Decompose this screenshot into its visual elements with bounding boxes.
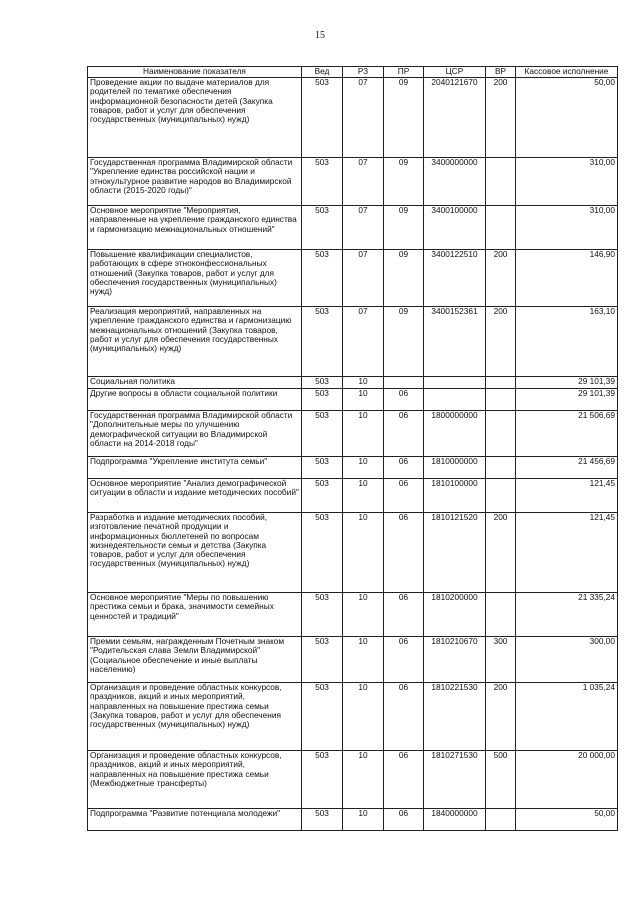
row-csr: 1810000000 xyxy=(424,457,486,479)
header-pr: ПР xyxy=(384,67,424,78)
row-name: Подпрограмма "Развитие потенциала молодежи" xyxy=(88,809,302,831)
header-ved: Вед xyxy=(302,67,343,78)
row-rz: 10 xyxy=(343,683,384,751)
table-row xyxy=(88,683,618,751)
row-rz: 10 xyxy=(343,377,384,389)
row-name: Социальная политика xyxy=(88,377,302,389)
row-ved: 503 xyxy=(302,479,343,513)
row-name: Разработка и издание методических пособий, изготовление печатной продукции и информационных бюллетеней по вопросам жизнедеятельности семьи и детства (Закупка товаров, работ и услуг для обеспечения государственных (муниципальных) нужд) xyxy=(88,513,302,593)
row-csr: 1810121520 xyxy=(424,513,486,593)
row-name: Государственная программа Владимирской области "Дополнительные меры по улучшению демографической ситуации во Владимирской области на 2014-2018 годы" xyxy=(88,411,302,457)
row-name: Повышение квалификации специалистов, работающих в сфере этноконфессиональных отношений (Закупка товаров, работ и услуг для обеспечения государственных (муниципальных) нужд) xyxy=(88,250,302,307)
row-amount: 21 456,69 xyxy=(516,457,618,479)
row-csr: 3400152361 xyxy=(424,307,486,377)
row-ved: 503 xyxy=(302,513,343,593)
row-amount: 163,10 xyxy=(516,307,618,377)
row-name: Проведение акции по выдаче материалов для родителей по тематике обеспечения информационной безопасности детей (Закупка товаров, работ и услуг для обеспечения государственных (муниципальных) нужд) xyxy=(88,78,302,158)
row-ved: 503 xyxy=(302,411,343,457)
row-vr: 500 xyxy=(486,751,516,809)
row-vr xyxy=(486,593,516,637)
table-row xyxy=(88,479,618,513)
row-vr: 200 xyxy=(486,683,516,751)
row-amount: 310,00 xyxy=(516,158,618,206)
row-ved: 503 xyxy=(302,593,343,637)
table-row xyxy=(88,250,618,307)
table-row xyxy=(88,206,618,250)
row-vr xyxy=(486,809,516,831)
row-name: Основное мероприятие "Меры по повышению престижа семьи и брака, значимости семейных ценностей и традиций" xyxy=(88,593,302,637)
row-pr: 06 xyxy=(384,751,424,809)
row-csr xyxy=(424,389,486,411)
row-csr: 2040121670 xyxy=(424,78,486,158)
row-vr xyxy=(486,389,516,411)
header-rz: РЗ xyxy=(343,67,384,78)
table-row xyxy=(88,389,618,411)
row-pr: 09 xyxy=(384,307,424,377)
row-vr xyxy=(486,457,516,479)
row-csr: 1810210670 xyxy=(424,637,486,683)
row-csr: 1810100000 xyxy=(424,479,486,513)
row-pr: 09 xyxy=(384,250,424,307)
row-pr: 06 xyxy=(384,637,424,683)
row-csr: 1810271530 xyxy=(424,751,486,809)
row-name: Подпрограмма "Укрепление института семьи" xyxy=(88,457,302,479)
row-csr: 1840000000 xyxy=(424,809,486,831)
row-csr: 3400000000 xyxy=(424,158,486,206)
row-rz: 10 xyxy=(343,389,384,411)
row-name: Государственная программа Владимирской области "Укрепление единства российской нации и этнокультурное развитие народов во Владимирской области (2015-2020 годы)" xyxy=(88,158,302,206)
row-csr: 1800000000 xyxy=(424,411,486,457)
row-pr: 06 xyxy=(384,479,424,513)
row-ved: 503 xyxy=(302,250,343,307)
row-ved: 503 xyxy=(302,307,343,377)
row-vr xyxy=(486,158,516,206)
row-ved: 503 xyxy=(302,637,343,683)
row-rz: 10 xyxy=(343,593,384,637)
row-amount: 1 035,24 xyxy=(516,683,618,751)
table-header-row xyxy=(88,67,618,78)
row-rz: 10 xyxy=(343,809,384,831)
row-vr: 200 xyxy=(486,250,516,307)
row-ved: 503 xyxy=(302,78,343,158)
header-amount: Кассовое исполнение xyxy=(516,67,618,78)
row-rz: 10 xyxy=(343,411,384,457)
row-vr xyxy=(486,479,516,513)
row-name: Организация и проведение областных конкурсов, праздников, акций и иных мероприятий, направленных на повышение престижа семьи (Закупка товаров, работ и услуг для обеспечения государственных (муниципальных) нужд) xyxy=(88,683,302,751)
row-rz: 07 xyxy=(343,78,384,158)
row-name: Премии семьям, награжденным Почетным знаком "Родительская слава Земли Владимирской" (Социальное обеспечение и иные выплаты населению) xyxy=(88,637,302,683)
row-name: Реализация мероприятий, направленных на укрепление гражданского единства и гармонизацию межнациональных отношений (Закупка товаров, работ и услуг для обеспечения государственных (муниципальных) нужд) xyxy=(88,307,302,377)
budget-execution-table xyxy=(87,66,618,831)
row-csr: 3400100000 xyxy=(424,206,486,250)
row-amount: 20 000,00 xyxy=(516,751,618,809)
row-csr: 3400122510 xyxy=(424,250,486,307)
page-number: 15 xyxy=(315,30,325,41)
row-amount: 310,00 xyxy=(516,206,618,250)
row-ved: 503 xyxy=(302,457,343,479)
table-row xyxy=(88,637,618,683)
row-pr: 06 xyxy=(384,457,424,479)
row-rz: 07 xyxy=(343,250,384,307)
row-vr: 200 xyxy=(486,78,516,158)
row-ved: 503 xyxy=(302,809,343,831)
row-csr: 1810200000 xyxy=(424,593,486,637)
row-ved: 503 xyxy=(302,377,343,389)
row-ved: 503 xyxy=(302,158,343,206)
row-rz: 07 xyxy=(343,158,384,206)
header-name: Наименование показателя xyxy=(88,67,302,78)
row-vr: 200 xyxy=(486,513,516,593)
row-vr xyxy=(486,411,516,457)
row-amount: 50,00 xyxy=(516,78,618,158)
row-rz: 07 xyxy=(343,307,384,377)
row-csr xyxy=(424,377,486,389)
table-row xyxy=(88,809,618,831)
row-csr: 1810221530 xyxy=(424,683,486,751)
table-row xyxy=(88,751,618,809)
row-amount: 121,45 xyxy=(516,513,618,593)
row-amount: 50,00 xyxy=(516,809,618,831)
table-row xyxy=(88,593,618,637)
table-row xyxy=(88,78,618,158)
header-vr: ВР xyxy=(486,67,516,78)
row-rz: 10 xyxy=(343,637,384,683)
row-name: Основное мероприятие "Мероприятия, направленные на укрепление гражданского единства и гармонизацию межнациональных отношений" xyxy=(88,206,302,250)
row-pr: 06 xyxy=(384,683,424,751)
table-row xyxy=(88,158,618,206)
row-amount: 29 101,39 xyxy=(516,389,618,411)
row-pr: 09 xyxy=(384,78,424,158)
row-rz: 07 xyxy=(343,206,384,250)
row-ved: 503 xyxy=(302,389,343,411)
row-amount: 121,45 xyxy=(516,479,618,513)
table-row xyxy=(88,411,618,457)
header-csr: ЦСР xyxy=(424,67,486,78)
row-pr: 06 xyxy=(384,513,424,593)
row-pr: 06 xyxy=(384,389,424,411)
row-vr xyxy=(486,206,516,250)
row-ved: 503 xyxy=(302,206,343,250)
row-name: Организация и проведение областных конкурсов, праздников, акций и иных мероприятий, направленных на повышение престижа семьи (Межбюджетные трансферты) xyxy=(88,751,302,809)
row-pr xyxy=(384,377,424,389)
row-ved: 503 xyxy=(302,751,343,809)
row-pr: 06 xyxy=(384,593,424,637)
table-row xyxy=(88,377,618,389)
row-pr: 09 xyxy=(384,158,424,206)
row-rz: 10 xyxy=(343,479,384,513)
row-rz: 10 xyxy=(343,457,384,479)
row-amount: 21 335,24 xyxy=(516,593,618,637)
row-amount: 300,00 xyxy=(516,637,618,683)
row-vr: 300 xyxy=(486,637,516,683)
row-ved: 503 xyxy=(302,683,343,751)
row-rz: 10 xyxy=(343,751,384,809)
row-vr xyxy=(486,377,516,389)
row-amount: 146,90 xyxy=(516,250,618,307)
table-row xyxy=(88,513,618,593)
row-rz: 10 xyxy=(343,513,384,593)
table-row xyxy=(88,307,618,377)
row-amount: 21 506,69 xyxy=(516,411,618,457)
row-pr: 09 xyxy=(384,206,424,250)
row-name: Основное мероприятие "Анализ демографической ситуации в области и издание методических пособий" xyxy=(88,479,302,513)
row-pr: 06 xyxy=(384,411,424,457)
row-amount: 29 101,39 xyxy=(516,377,618,389)
row-vr: 200 xyxy=(486,307,516,377)
row-name: Другие вопросы в области социальной политики xyxy=(88,389,302,411)
row-pr: 06 xyxy=(384,809,424,831)
table-row xyxy=(88,457,618,479)
